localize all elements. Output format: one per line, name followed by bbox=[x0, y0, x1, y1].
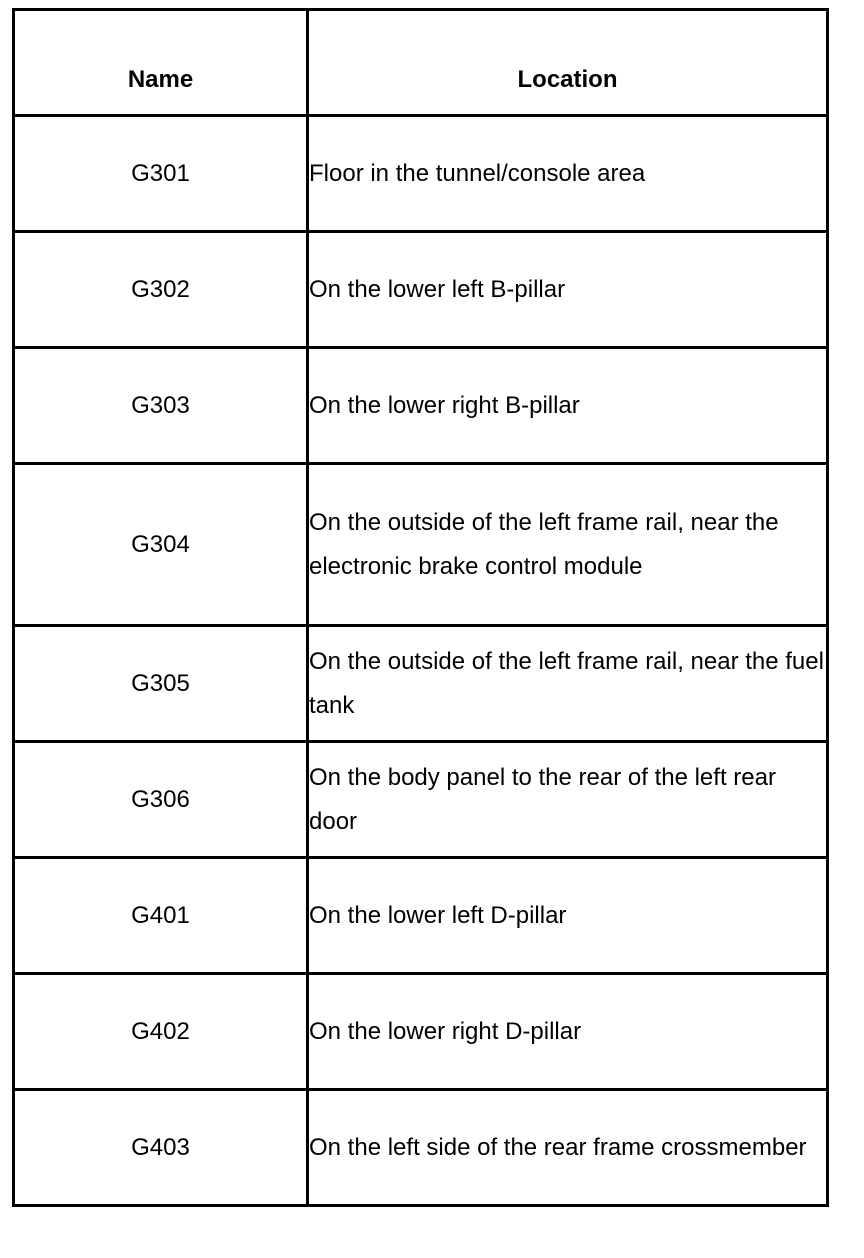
table-header-row bbox=[14, 10, 828, 116]
table-row bbox=[14, 742, 828, 858]
table-row bbox=[14, 464, 828, 626]
ground-name-cell: G304 bbox=[14, 464, 308, 626]
ground-location-cell: On the lower left D-pillar bbox=[308, 858, 828, 974]
ground-name-cell: G303 bbox=[14, 348, 308, 464]
table-row bbox=[14, 348, 828, 464]
ground-location-table bbox=[12, 8, 829, 1207]
table-row bbox=[14, 858, 828, 974]
ground-location-table-container bbox=[12, 8, 829, 1207]
ground-location-cell: On the left side of the rear frame crossmember bbox=[308, 1090, 828, 1206]
ground-name-cell: G301 bbox=[14, 116, 308, 232]
table-row bbox=[14, 116, 828, 232]
ground-name-cell: G305 bbox=[14, 626, 308, 742]
ground-location-cell: On the lower left B-pillar bbox=[308, 232, 828, 348]
ground-name-cell: G302 bbox=[14, 232, 308, 348]
ground-location-cell: On the body panel to the rear of the left rear door bbox=[308, 742, 828, 858]
ground-name-cell: G306 bbox=[14, 742, 308, 858]
table-row bbox=[14, 1090, 828, 1206]
table-row bbox=[14, 974, 828, 1090]
ground-location-cell: On the lower right B-pillar bbox=[308, 348, 828, 464]
header-name: Name bbox=[14, 10, 308, 116]
ground-location-cell: On the outside of the left frame rail, near the electronic brake control module bbox=[308, 464, 828, 626]
ground-location-cell: Floor in the tunnel/console area bbox=[308, 116, 828, 232]
ground-name-cell: G402 bbox=[14, 974, 308, 1090]
table-row bbox=[14, 232, 828, 348]
ground-name-cell: G401 bbox=[14, 858, 308, 974]
table-row bbox=[14, 626, 828, 742]
header-location: Location bbox=[308, 10, 828, 116]
ground-location-cell: On the outside of the left frame rail, near the fuel tank bbox=[308, 626, 828, 742]
ground-name-cell: G403 bbox=[14, 1090, 308, 1206]
ground-location-cell: On the lower right D-pillar bbox=[308, 974, 828, 1090]
